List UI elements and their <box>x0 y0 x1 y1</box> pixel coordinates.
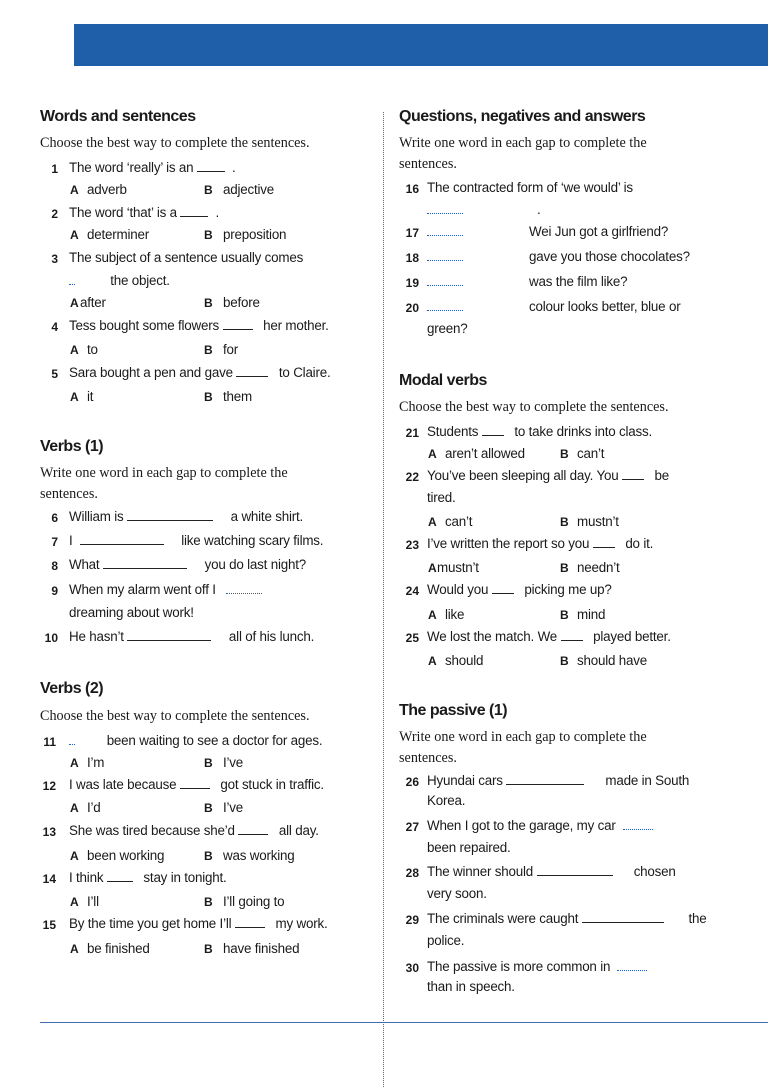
option-b[interactable]: before <box>223 295 260 310</box>
question-text-cont: very soon. <box>427 886 487 901</box>
question-text: I’ve written the report so you do it. <box>427 536 654 551</box>
answer-gap[interactable] <box>103 567 187 569</box>
question-number: 16 <box>405 182 419 196</box>
option-a[interactable]: should <box>445 653 484 668</box>
option-a[interactable]: determiner <box>87 227 150 242</box>
option-b[interactable]: can’t <box>577 446 605 461</box>
option-b[interactable]: I’ve <box>223 755 244 770</box>
option-a[interactable]: it <box>87 389 94 404</box>
option-b[interactable]: was working <box>223 848 295 863</box>
answer-gap[interactable] <box>127 639 211 641</box>
option-b-letter: B <box>204 390 213 404</box>
answer-gap[interactable] <box>69 283 75 285</box>
answer-gap[interactable] <box>506 783 584 785</box>
question-text: Tess bought some flowers her mother. <box>69 318 329 333</box>
question-number: 12 <box>42 779 56 793</box>
option-a[interactable]: to <box>87 342 98 357</box>
section-title: The passive (1) <box>399 702 508 719</box>
section-instruction: Choose the best way to complete the sentences. <box>40 135 310 151</box>
section-title: Questions, negatives and answers <box>399 108 646 125</box>
question-number: 23 <box>405 538 419 552</box>
question-text: The criminals were caught the <box>427 911 707 926</box>
option-b[interactable]: mustn’t <box>577 514 619 529</box>
option-a-letter: A <box>70 390 79 404</box>
option-b-letter: B <box>560 515 569 529</box>
question-number: 28 <box>405 866 419 880</box>
section-instruction: Write one word in each gap to complete the sentences. <box>399 135 647 172</box>
option-a[interactable]: mustn’t <box>437 560 479 575</box>
question-text: The subject of a sentence usually comes <box>69 250 304 265</box>
option-a-letter: A <box>428 447 437 461</box>
option-a[interactable]: adverb <box>87 182 127 197</box>
option-b-letter: B <box>204 849 213 863</box>
option-a-letter: A <box>70 756 79 770</box>
answer-gap[interactable] <box>537 874 613 876</box>
question-number: 22 <box>405 470 419 484</box>
section-instruction: Write one word in each gap to complete the sentences. <box>399 729 647 766</box>
question-gap <box>427 296 463 318</box>
question-text-cont: the object. <box>69 270 170 292</box>
question-text: I was late because got stuck in traffic. <box>69 777 324 792</box>
question-text: She was tired because she’d all day. <box>69 823 319 838</box>
header-banner <box>74 24 768 66</box>
question-text: Would you picking me up? <box>427 582 612 597</box>
answer-gap[interactable] <box>593 546 615 548</box>
option-a[interactable]: like <box>445 607 465 622</box>
answer-gap[interactable] <box>127 519 213 521</box>
question-text: When my alarm went off I <box>69 579 262 601</box>
answer-gap[interactable] <box>235 926 265 928</box>
answer-gap[interactable] <box>582 921 664 923</box>
question-text-cont: dreaming about work! <box>69 605 194 620</box>
question-text: The winner should chosen <box>427 864 676 879</box>
option-a[interactable]: be finished <box>87 941 150 956</box>
option-a[interactable]: I’m <box>87 755 105 770</box>
question-text: By the time you get home I’ll my work. <box>69 916 328 931</box>
question-number: 11 <box>43 735 56 749</box>
question-number: 10 <box>44 631 58 645</box>
question-number: 2 <box>51 207 58 221</box>
question-gap <box>427 246 463 268</box>
option-b-letter: B <box>204 942 213 956</box>
question-number: 14 <box>42 872 56 886</box>
question-number: 17 <box>405 226 419 240</box>
question-number: 7 <box>51 535 58 549</box>
option-b-letter: B <box>204 756 213 770</box>
option-a-letter: A <box>70 296 79 310</box>
question-number: 18 <box>405 251 419 265</box>
question-number: 30 <box>405 961 419 975</box>
question-text: We lost the match. We played better. <box>427 629 671 644</box>
option-a-letter: A <box>70 343 79 357</box>
section-title: Words and sentences <box>40 108 196 125</box>
question-number: 4 <box>51 320 58 334</box>
question-text: Sara bought a pen and gave to Claire. <box>69 365 331 380</box>
question-text-cont: been repaired. <box>427 840 511 855</box>
question-text: William is a white shirt. <box>69 509 304 524</box>
answer-gap[interactable] <box>80 543 164 545</box>
option-b-letter: B <box>560 654 569 668</box>
question-text: Hyundai cars made in South <box>427 773 690 788</box>
answer-gap[interactable] <box>238 833 268 835</box>
question-number: 20 <box>405 301 419 315</box>
option-a-letter: A <box>428 515 437 529</box>
question-text: The passive is more common in <box>427 956 647 978</box>
question-text-cont: . <box>427 199 540 221</box>
question-number: 26 <box>405 775 419 789</box>
option-b[interactable]: I’ll going to <box>223 894 285 909</box>
section-instruction: Choose the best way to complete the sentences. <box>399 399 669 415</box>
option-b[interactable]: adjective <box>223 182 275 197</box>
option-b[interactable]: should have <box>577 653 648 668</box>
option-b-letter: B <box>204 801 213 815</box>
option-b-letter: B <box>204 895 213 909</box>
question-number: 21 <box>405 426 419 440</box>
option-b-letter: B <box>560 608 569 622</box>
option-a-letter: A <box>70 801 79 815</box>
option-a-letter: A <box>428 654 437 668</box>
answer-gap[interactable] <box>180 787 210 789</box>
question-text: The word ‘really’ is an . <box>69 160 236 175</box>
question-text: He hasn’t all of his lunch. <box>69 629 315 644</box>
answer-gap[interactable] <box>197 170 225 172</box>
answer-gap[interactable] <box>492 592 514 594</box>
answer-gap[interactable] <box>226 592 262 594</box>
option-a-letter: A <box>70 849 79 863</box>
answer-gap[interactable] <box>427 212 463 214</box>
question-text: Students to take drinks into class. <box>427 424 653 439</box>
option-b[interactable]: preposition <box>223 227 287 242</box>
option-b-letter: B <box>204 343 213 357</box>
answer-gap[interactable] <box>561 639 583 641</box>
question-text: been waiting to see a doctor for ages. <box>69 730 322 752</box>
option-a[interactable]: been working <box>87 848 165 863</box>
question-gap <box>427 271 463 293</box>
answer-gap[interactable] <box>180 215 208 217</box>
answer-gap[interactable] <box>427 259 463 261</box>
option-b[interactable]: them <box>223 389 252 404</box>
option-b[interactable]: mind <box>577 607 606 622</box>
option-a[interactable]: after <box>80 295 106 310</box>
answer-gap[interactable] <box>617 969 647 971</box>
answer-gap[interactable] <box>236 375 268 377</box>
answer-gap[interactable] <box>427 309 463 311</box>
option-a[interactable]: I’ll <box>87 894 99 909</box>
answer-gap[interactable] <box>223 328 253 330</box>
question-text-cont: than in speech. <box>427 979 515 994</box>
column-divider <box>383 112 384 1087</box>
question-text-cont: Korea. <box>427 793 466 808</box>
option-a[interactable]: aren’t allowed <box>445 446 525 461</box>
question-number: 29 <box>405 913 419 927</box>
question-number: 8 <box>51 559 58 573</box>
option-a[interactable]: can’t <box>445 514 473 529</box>
question-text: Wei Jun got a girlfriend? <box>529 224 669 239</box>
option-b-letter: B <box>204 183 213 197</box>
question-number: 25 <box>405 631 419 645</box>
option-b[interactable]: I’ve <box>223 800 244 815</box>
question-text: was the film like? <box>529 274 628 289</box>
option-a[interactable]: I’d <box>87 800 101 815</box>
option-b-letter: B <box>204 296 213 310</box>
option-b-letter: B <box>560 447 569 461</box>
section-title: Verbs (2) <box>40 680 104 697</box>
option-b[interactable]: for <box>223 342 239 357</box>
option-a-letter: A <box>70 228 79 242</box>
question-text: colour looks better, blue or <box>529 299 681 314</box>
question-text: The contracted form of ‘we would’ is <box>427 180 633 195</box>
question-number: 24 <box>405 584 419 598</box>
option-a-letter: A <box>70 895 79 909</box>
option-b-letter: B <box>204 228 213 242</box>
answer-gap[interactable] <box>622 478 644 480</box>
question-number: 6 <box>51 511 58 525</box>
question-number: 9 <box>51 584 58 598</box>
question-number: 1 <box>51 162 58 176</box>
question-text: What you do last night? <box>69 557 306 572</box>
question-number: 15 <box>42 918 56 932</box>
answer-gap[interactable] <box>427 234 463 236</box>
question-text-cont: tired. <box>427 490 456 505</box>
question-number: 3 <box>51 252 58 266</box>
answer-gap[interactable] <box>69 743 75 745</box>
question-gap <box>427 221 463 243</box>
section-title: Modal verbs <box>399 372 487 389</box>
section-instruction: Write one word in each gap to complete the sentences. <box>40 465 288 502</box>
question-number: 19 <box>405 276 419 290</box>
question-number: 5 <box>51 367 58 381</box>
option-b[interactable]: have finished <box>223 941 300 956</box>
option-b[interactable]: needn’t <box>577 560 620 575</box>
question-text: I like watching scary films. <box>69 533 324 548</box>
answer-gap[interactable] <box>482 434 504 436</box>
question-number: 13 <box>42 825 56 839</box>
question-text-cont: police. <box>427 933 465 948</box>
section-title: Verbs (1) <box>40 438 104 455</box>
question-text: When I got to the garage, my car <box>427 815 653 837</box>
question-text: gave you those chocolates? <box>529 249 690 264</box>
question-text-cont: green? <box>427 321 468 336</box>
section-instruction: Choose the best way to complete the sentences. <box>40 708 310 724</box>
option-a-letter: A <box>428 561 437 575</box>
question-text: The word ‘that’ is a . <box>69 205 219 220</box>
question-text: You’ve been sleeping all day. You be <box>427 468 670 483</box>
option-a-letter: A <box>70 942 79 956</box>
question-text: I think stay in tonight. <box>69 870 227 885</box>
answer-gap[interactable] <box>107 880 133 882</box>
footer-rule <box>40 1022 768 1023</box>
question-number: 27 <box>405 820 419 834</box>
option-a-letter: A <box>70 183 79 197</box>
option-a-letter: A <box>428 608 437 622</box>
answer-gap[interactable] <box>623 828 653 830</box>
answer-gap[interactable] <box>427 284 463 286</box>
option-b-letter: B <box>560 561 569 575</box>
